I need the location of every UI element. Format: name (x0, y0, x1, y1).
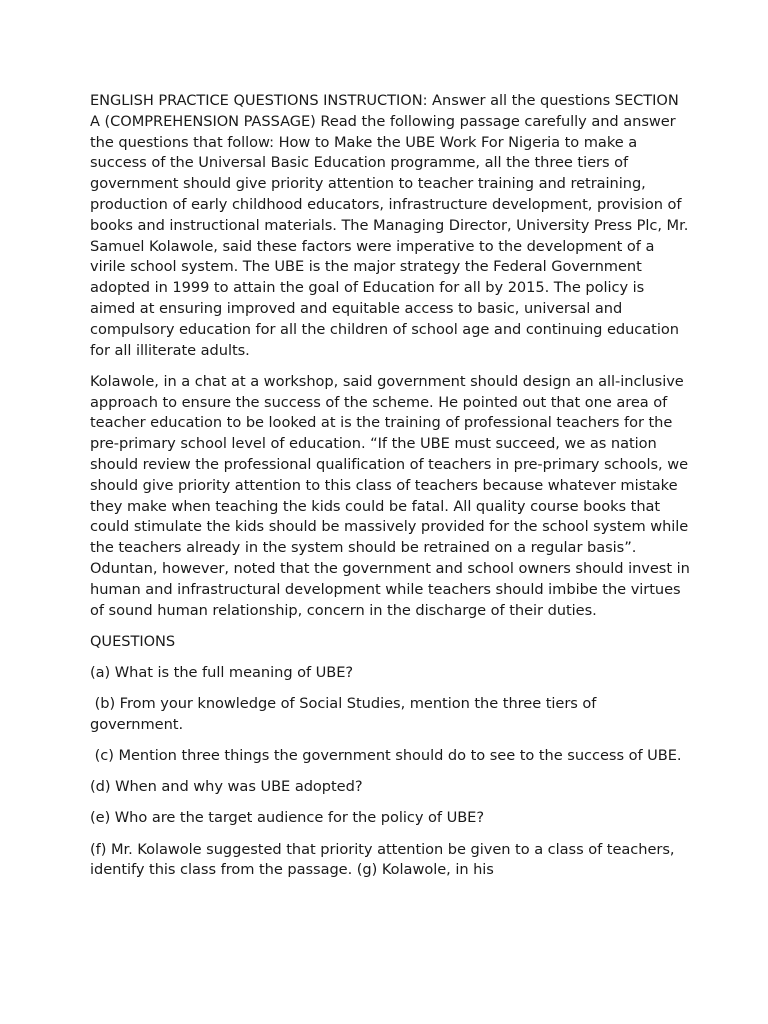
question-f-g: (f) Mr. Kolawole suggested that priority attention be given to a class of teachers, identify this class from the passage. (g) Kolawole, in his (90, 840, 680, 879)
passage-intro-paragraph: ENGLISH PRACTICE QUESTIONS INSTRUCTION: Answer all the questions SECTION A (COMPREHENSION PASSAGE) Read the following passage carefully and answer the questions that follow: How to Make the UBE Work For Nigeria to make a success of the Universal Basic Education programme, all the three tiers of government should give priority attention to teacher training and retraining, production of early childhood educators, infrastructure development, provision of books and instructional materials. The Managing Director, University Press Plc, Mr. Samuel Kolawole, said these factors were imperative to the development of a virile school system. The UBE is the major strategy the Federal Government adopted in 1999 to attain the goal of Education for all by 2015. The policy is aimed at ensuring improved and equitable access to basic, universal and compulsory education for all the children of school age and continuing education for all illiterate adults. (90, 92, 693, 359)
question-a: (a) What is the full meaning of UBE? (90, 663, 354, 681)
document-page (90, 91, 695, 892)
question-e: (e) Who are the target audience for the policy of UBE? (90, 809, 485, 827)
question-d: (d) When and why was UBE adopted? (90, 778, 363, 796)
passage-kolawole-paragraph: Kolawole, in a chat at a workshop, said government should design an all-inclusive approach to ensure the success of the scheme. He pointed out that one area of teacher education to be looked at is the training of professional teachers for the pre-primary school level of education. “If the UBE must succeed, we as nation should review the professional qualification of teachers in pre-primary schools, we should give priority attention to this class of teachers because whatever mistake they make when teaching the kids could be fatal. All quality course books that could stimulate the kids should be massively provided for the school system while the teachers already in the system should be retrained on a regular basis”. Oduntan, however, noted that the government and school owners should invest in human and infrastructural development while teachers should imbibe the virtues of sound human relationship, concern in the discharge of their duties. (90, 372, 695, 619)
question-c: (c) Mention three things the government should do to see to the success of UBE. (90, 747, 682, 765)
questions-heading: QUESTIONS (90, 632, 176, 650)
question-b: (b) From your knowledge of Social Studies, mention the three tiers of government. (90, 695, 601, 733)
